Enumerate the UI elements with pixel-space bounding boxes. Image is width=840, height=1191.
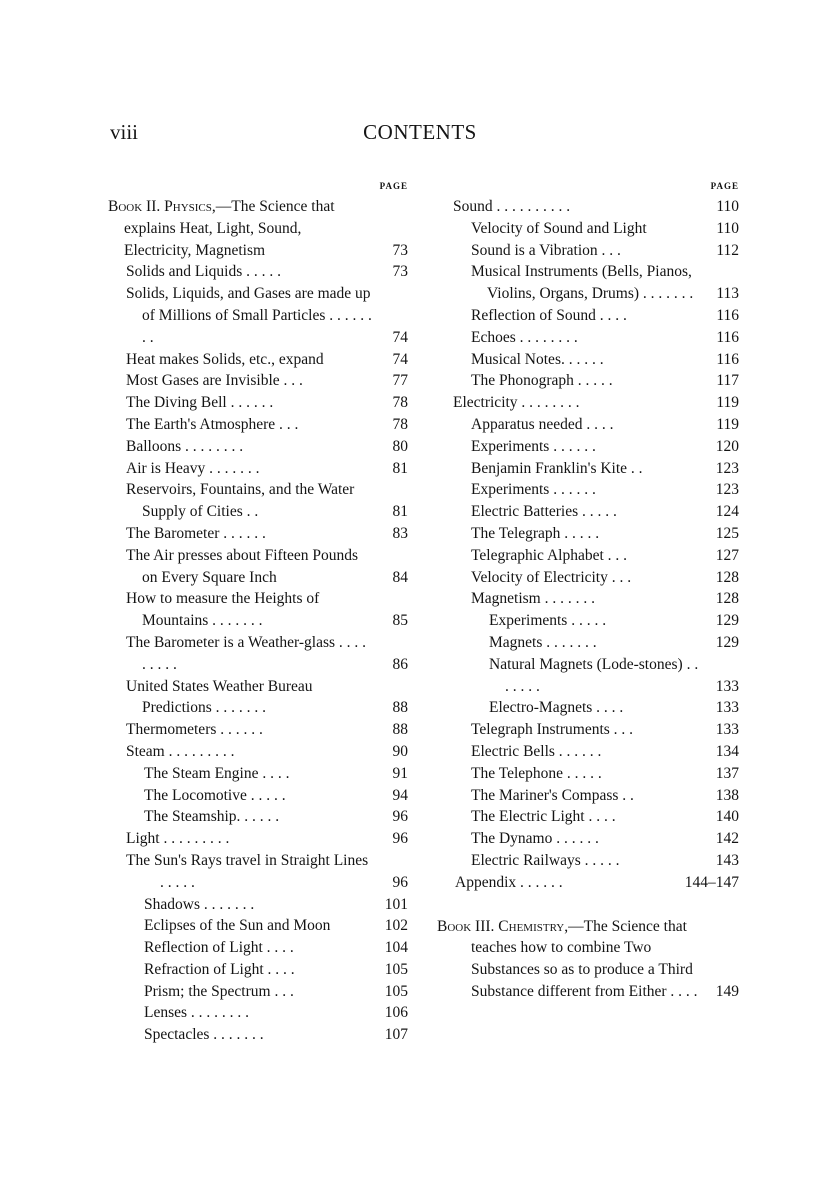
- toc-entry-text: The Diving Bell . . . . . .: [126, 394, 274, 412]
- toc-page-number: 144–147: [684, 873, 739, 891]
- toc-entry-book-heading: [437, 916, 739, 1003]
- toc-entry-text: Reflection of Light . . . .: [144, 939, 294, 957]
- toc-entry: [437, 741, 739, 763]
- toc-entry: [437, 196, 739, 218]
- toc-page-number: 133: [715, 721, 739, 739]
- toc-page-number: 129: [715, 612, 739, 630]
- toc-entry-text: Electric Railways . . . . .: [471, 851, 620, 869]
- toc-entry: [108, 785, 408, 807]
- toc-entry-text: Solids and Liquids . . . . .: [126, 263, 282, 281]
- toc-entry: [108, 458, 408, 480]
- toc-entry-text: Apparatus needed . . . .: [471, 415, 614, 433]
- toc-entry: [437, 763, 739, 785]
- toc-entry-text: Velocity of Electricity . . .: [471, 568, 632, 586]
- toc-entry: [108, 1002, 408, 1024]
- toc-page-number: 77: [392, 372, 408, 390]
- page-column-label: PAGE: [379, 181, 408, 191]
- toc-page-number: 120: [715, 437, 739, 455]
- toc-entry-text: The Barometer is a Weather-glass . . . . . . . . .: [126, 633, 367, 673]
- page-title: CONTENTS: [363, 120, 477, 144]
- toc-page-number: 124: [715, 503, 739, 521]
- book-description: ,—The Science that explains Heat, Light, Sound, Electricity, Magnetism: [124, 198, 335, 259]
- toc-entry-text: Thermometers . . . . . .: [126, 721, 263, 739]
- toc-entry: [108, 632, 408, 676]
- toc-entry-text: Telegraph Instruments . . .: [471, 721, 634, 739]
- toc-page-number: 123: [715, 459, 739, 477]
- toc-entry: [108, 850, 408, 894]
- toc-entry-text: The Earth's Atmosphere . . .: [126, 415, 299, 433]
- toc-page-number: 127: [715, 546, 739, 564]
- toc-page-number: 80: [392, 437, 408, 455]
- toc-entry: [437, 349, 739, 371]
- toc-entry-text: The Sun's Rays travel in Straight Lines . . . . .: [126, 851, 369, 891]
- toc-entry-text: Sound is a Vibration . . .: [471, 241, 621, 259]
- toc-page-number: 84: [392, 568, 408, 586]
- toc-entry: [108, 283, 408, 348]
- toc-entry: [437, 545, 739, 567]
- toc-entry: [437, 872, 739, 894]
- toc-page-number: 96: [392, 808, 408, 826]
- toc-page-number: 112: [716, 241, 739, 259]
- toc-entry-text: Reflection of Sound . . . .: [471, 306, 627, 324]
- toc-entry: [437, 828, 739, 850]
- contents-column-left: [108, 176, 408, 1046]
- toc-entry-text: Light . . . . . . . . .: [126, 830, 230, 848]
- toc-entry: [108, 806, 408, 828]
- toc-entry-text: The Air presses about Fifteen Pounds on Every Square Inch: [126, 546, 359, 586]
- toc-page-number: 110: [716, 219, 739, 237]
- toc-page-number: 143: [715, 851, 739, 869]
- toc-page-number: 138: [715, 786, 739, 804]
- toc-entry: [108, 937, 408, 959]
- toc-entry-text: Prism; the Spectrum . . .: [144, 982, 294, 1000]
- toc-entry-text: Sound . . . . . . . . . .: [453, 198, 571, 215]
- section-gap: [437, 894, 739, 916]
- toc-entry: [108, 392, 408, 414]
- toc-entry: [108, 370, 408, 392]
- toc-page-number: 116: [716, 306, 739, 324]
- running-header: [0, 120, 840, 150]
- toc-entry: [437, 654, 739, 698]
- toc-entry: [108, 523, 408, 545]
- toc-entry: [108, 915, 408, 937]
- toc-page-number: 81: [392, 503, 408, 521]
- toc-entry-text: Heat makes Solids, etc., expand: [126, 350, 324, 368]
- toc-entry-text: Experiments . . . . . .: [471, 481, 596, 499]
- toc-entry: [108, 588, 408, 632]
- toc-entry: [437, 370, 739, 392]
- book-label: Book II.: [108, 198, 161, 215]
- toc-entry: [437, 458, 739, 480]
- toc-entry: [437, 414, 739, 436]
- toc-entry: [108, 763, 408, 785]
- toc-entry-text: The Dynamo . . . . . .: [471, 830, 599, 848]
- toc-entry-text: The Telegraph . . . . .: [471, 524, 600, 542]
- toc-entry: [108, 828, 408, 850]
- toc-page-number: 73: [392, 241, 408, 259]
- toc-entry-text: The Locomotive . . . . .: [144, 786, 286, 804]
- toc-page-number: 119: [716, 415, 739, 433]
- toc-entry-text: Shadows . . . . . . .: [144, 895, 255, 913]
- toc-page-number: 102: [384, 917, 408, 935]
- book-subject: Chemistry: [498, 917, 565, 935]
- toc-page-number: 86: [392, 655, 408, 673]
- toc-page-number: 116: [716, 328, 739, 346]
- toc-entry: [108, 436, 408, 458]
- toc-entry-text: The Steamship. . . . . .: [144, 808, 280, 826]
- toc-entry: [437, 697, 739, 719]
- toc-entry-text: Electricity . . . . . . . .: [453, 394, 580, 412]
- toc-entry-text: Electric Batteries . . . . .: [471, 503, 617, 521]
- toc-entry: [437, 567, 739, 589]
- toc-page-number: 78: [392, 394, 408, 412]
- toc-entry: [437, 632, 739, 654]
- toc-entry-text: Natural Magnets (Lode-stones) . . . . . . .: [489, 655, 699, 695]
- toc-entry-text: Spectacles . . . . . . .: [144, 1026, 264, 1044]
- toc-page-number: 117: [716, 372, 739, 390]
- toc-entry: [437, 305, 739, 327]
- toc-page-number: 88: [392, 721, 408, 739]
- toc-page-number: 133: [715, 677, 739, 695]
- toc-entry-text: United States Weather Bureau Predictions . . . . . . .: [126, 677, 313, 717]
- book-description: ,—The Science that teaches how to combine Two Substances so as to produce a Third Substance different from Either . . . .: [471, 917, 698, 1000]
- book-subject: Physics: [164, 198, 212, 215]
- toc-entry-text: Balloons . . . . . . . .: [126, 437, 244, 455]
- toc-entry: [437, 436, 739, 458]
- toc-page-number: 133: [715, 699, 739, 717]
- toc-entry: [108, 479, 408, 523]
- toc-page-number: 129: [715, 633, 739, 651]
- toc-entry: [108, 959, 408, 981]
- toc-entry: [108, 349, 408, 371]
- toc-entry: [437, 610, 739, 632]
- toc-page-number: 105: [384, 982, 408, 1000]
- toc-entry-text: The Steam Engine . . . .: [144, 764, 290, 782]
- toc-page-number: 137: [715, 764, 739, 782]
- toc-page-number: 74: [392, 328, 408, 346]
- toc-entry-text: Magnetism . . . . . . .: [471, 590, 595, 608]
- toc-entry-text: The Mariner's Compass . .: [471, 786, 634, 804]
- toc-entry-text: Echoes . . . . . . . .: [471, 328, 578, 346]
- page-column-label: PAGE: [710, 181, 739, 191]
- toc-entry: [108, 676, 408, 720]
- toc-entry: [108, 719, 408, 741]
- toc-page-number: 149: [715, 982, 739, 1000]
- toc-entry-text: Eclipses of the Sun and Moon: [144, 917, 331, 935]
- toc-page-number: 74: [392, 350, 408, 368]
- toc-entry-text: Experiments . . . . . .: [471, 437, 596, 455]
- toc-page-number: 104: [384, 939, 408, 957]
- toc-page-number: 85: [392, 612, 408, 630]
- toc-entry: [437, 261, 739, 305]
- toc-page-number: 88: [392, 699, 408, 717]
- toc-entry: [437, 240, 739, 262]
- toc-entry-book-heading: [108, 196, 408, 261]
- page-number: viii: [110, 120, 139, 144]
- toc-entry-text: Reservoirs, Fountains, and the Water Supply of Cities . .: [126, 481, 355, 521]
- toc-entry-text: Benjamin Franklin's Kite . .: [471, 459, 643, 477]
- toc-page-number: 83: [392, 524, 408, 542]
- toc-entry-text: Solids, Liquids, and Gases are made up of Millions of Small Particles . . . . . . . .: [126, 285, 372, 346]
- toc-entry: [437, 392, 739, 414]
- toc-entry: [437, 327, 739, 349]
- toc-entry-text: Musical Notes. . . . . .: [471, 350, 604, 368]
- toc-page-number: 90: [392, 742, 408, 760]
- toc-page-number: 123: [715, 481, 739, 499]
- toc-page-number: 110: [716, 198, 739, 215]
- toc-page-number: 81: [392, 459, 408, 477]
- contents-column-right: [437, 176, 739, 1003]
- toc-page-number: 94: [392, 786, 408, 804]
- toc-page-number: 101: [384, 895, 408, 913]
- toc-entry: [108, 545, 408, 589]
- toc-entry: [437, 719, 739, 741]
- toc-entry-text: Steam . . . . . . . . .: [126, 742, 235, 760]
- toc-entry: [437, 588, 739, 610]
- toc-page-number: 125: [715, 524, 739, 542]
- toc-page-number: 107: [384, 1026, 408, 1044]
- toc-entry-text: Electric Bells . . . . . .: [471, 742, 602, 760]
- toc-page-number: 119: [716, 394, 739, 412]
- toc-entry: [108, 261, 408, 283]
- toc-page-number: 128: [715, 568, 739, 586]
- toc-entry-text: The Barometer . . . . . .: [126, 524, 266, 542]
- toc-entry-text: The Telephone . . . . .: [471, 764, 602, 782]
- toc-entry: [437, 218, 739, 240]
- toc-page-number: 116: [716, 350, 739, 368]
- toc-page-number: 134: [715, 742, 739, 760]
- toc-entry-text: How to measure the Heights of Mountains . . . . . . .: [126, 590, 320, 630]
- toc-entry: [437, 479, 739, 501]
- toc-entry: [437, 501, 739, 523]
- toc-page-number: 96: [392, 830, 408, 848]
- toc-page-number: 91: [392, 764, 408, 782]
- toc-entry-text: Electro-Magnets . . . .: [489, 699, 624, 717]
- toc-page-number: 113: [716, 285, 739, 303]
- toc-page-number: 128: [715, 590, 739, 608]
- toc-page-number: 142: [715, 830, 739, 848]
- toc-entry: [108, 894, 408, 916]
- toc-page-number: 140: [715, 808, 739, 826]
- toc-entry-text: Air is Heavy . . . . . . .: [126, 459, 260, 477]
- toc-entry-text: Experiments . . . . .: [489, 612, 607, 630]
- toc-entry: [108, 741, 408, 763]
- toc-entry-text: Most Gases are Invisible . . .: [126, 372, 303, 390]
- toc-page-number: 105: [384, 960, 408, 978]
- toc-entry-text: Velocity of Sound and Light: [471, 219, 647, 237]
- toc-page-number: 106: [384, 1004, 408, 1022]
- toc-entry: [108, 414, 408, 436]
- toc-entry: [108, 981, 408, 1003]
- toc-entry-text: Lenses . . . . . . . .: [144, 1004, 250, 1022]
- toc-entry-text: Musical Instruments (Bells, Pianos, Violins, Organs, Drums) . . . . . . .: [471, 263, 694, 303]
- toc-entry: [437, 806, 739, 828]
- toc-entry: [437, 785, 739, 807]
- toc-entry-text: The Electric Light . . . .: [471, 808, 616, 826]
- toc-page-number: 96: [392, 873, 408, 891]
- toc-entry-text: Telegraphic Alphabet . . .: [471, 546, 628, 564]
- toc-entry-text: Magnets . . . . . . .: [489, 633, 597, 651]
- book-label: Book III.: [437, 917, 495, 935]
- toc-page-number: 73: [392, 263, 408, 281]
- toc-entry: [437, 523, 739, 545]
- toc-page-number: 78: [392, 415, 408, 433]
- toc-entry: [108, 1024, 408, 1046]
- toc-entry: [437, 850, 739, 872]
- toc-entry-text: The Phonograph . . . . .: [471, 372, 613, 390]
- toc-entry-text: Refraction of Light . . . .: [144, 960, 295, 978]
- toc-entry-text: Appendix . . . . . .: [455, 873, 563, 891]
